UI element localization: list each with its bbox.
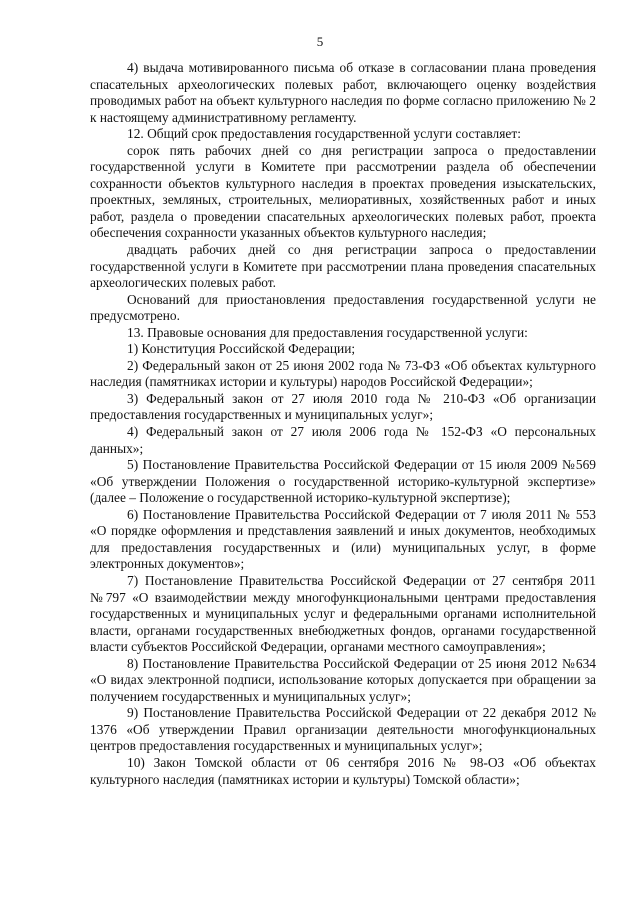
paragraph-term-45-days: сорок пять рабочих дней со дня регистрации запроса о предоставлении государственной услуги в Комитете при рассмотрении раздела об обеспечении сохранности объектов культурного наследия в проектах проведения изыскательских, проектных, земляных, строительных, мелиоративных, хозяйственных работ и иных работ, раздела о проведении спасательных археологических полевых работ, проекта обеспечения сохранности указанных объектов культурного наследия;	[90, 142, 596, 241]
document-body	[90, 60, 596, 788]
paragraph-no-suspension: Оснований для приостановления предоставления государственной услуги не предусмотрено.	[90, 291, 596, 324]
legal-basis-item-7: 7) Постановление Правительства Российской Федерации от 27 сентября 2011 №797 «О взаимодействии между многофункциональными центрами предоставления государственных и муниципальных услуг и федеральными органами исполнительной власти, органами государственных внебюджетных фондов, органами государственной власти субъектов Российской Федерации, органами местного самоуправления»;	[90, 572, 596, 655]
paragraph-12-total-term: 12. Общий срок предоставления государственной услуги составляет:	[127, 126, 521, 142]
legal-basis-item-9: 9) Постановление Правительства Российской Федерации от 22 декабря 2012 № 1376 «Об утверждении Правил организации деятельности многофункциональных центров предоставления государственных и муниципальных услуг»;	[90, 705, 596, 754]
legal-basis-item-2: 2) Федеральный закон от 25 июня 2002 года № 73-ФЗ «Об объектах культурного наследия (памятниках истории и культуры) народов Российской Федерации»;	[90, 357, 596, 390]
legal-basis-item-8: 8) Постановление Правительства Российской Федерации от 25 июня 2012 №634 «О видах электронной подписи, использование которых допускается при обращении за получением государственных и муниципальных услуг»;	[90, 655, 596, 704]
legal-basis-item-3: 3) Федеральный закон от 27 июля 2010 года № 210-ФЗ «Об организации предоставления государственных и муниципальных услуг»;	[90, 390, 596, 423]
page-number: 5	[316, 34, 324, 49]
legal-basis-item-5: 5) Постановление Правительства Российской Федерации от 15 июля 2009 №569 «Об утверждении Положения о государственной историко-культурной экспертизе» (далее – Положение о государственной историко-культурной экспертизе);	[90, 457, 596, 506]
legal-basis-item-4: 4) Федеральный закон от 27 июля 2006 года № 152-ФЗ «О персональных данных»;	[90, 424, 596, 456]
legal-basis-item-1: 1) Конституция Российской Федерации;	[127, 341, 356, 357]
legal-basis-item-6: 6) Постановление Правительства Российской Федерации от 7 июля 2011 № 553 «О порядке оформления и представления заявлений и иных документов, необходимых для предоставления государственных и (или) муниципальных услуг, в форме электронных документов»;	[90, 506, 596, 572]
paragraph-13-legal-basis: 13. Правовые основания для предоставления государственной услуги:	[127, 324, 528, 340]
paragraph-term-20-days: двадцать рабочих дней со дня регистрации запроса о предоставлении государственной услуги в Комитете при рассмотрении плана проведения спасательных археологических полевых работ.	[90, 242, 596, 291]
legal-basis-item-10: 10) Закон Томской области от 06 сентября 2016 № 98-ОЗ «Об объектах культурного наследия (памятниках истории и культуры) Томской области»;	[90, 754, 596, 787]
paragraph-item-4-refusal-letter: 4) выдача мотивированного письма об отказе в согласовании плана проведения спасательных археологических полевых работ, включающего оценку воздействия проводимых работ на объект культурного наследия по форме согласно приложению № 2 к настоящему административному регламенту.	[90, 60, 596, 125]
